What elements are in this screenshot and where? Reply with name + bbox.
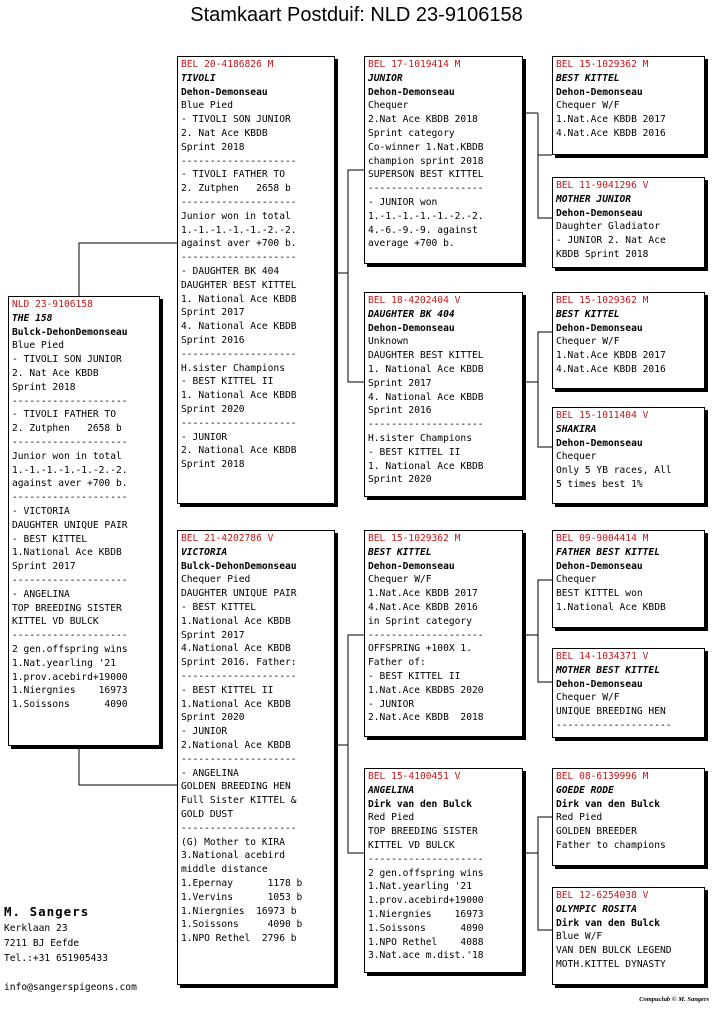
pigeon-card-ffm	[552, 177, 705, 268]
breeder-name: Dehon-Demonseau	[556, 437, 643, 449]
detail-line: - JUNIOR	[181, 431, 228, 443]
detail-line: Chequer W/F	[368, 574, 432, 586]
pigeon-details	[181, 99, 331, 472]
detail-line: 4.Nat.Ace KBDB 2016	[556, 127, 666, 139]
detail-line: --------------------	[181, 196, 297, 208]
detail-line: 4.Nat.Ace KBDB 2016	[556, 363, 666, 375]
detail-line: BEST KITTEL won	[556, 588, 643, 600]
detail-line: 1.prov.acebird+19000	[368, 895, 484, 907]
pigeon-name: THE 158	[12, 312, 53, 324]
detail-line: Sprint 2017	[12, 561, 76, 573]
detail-line: Full Sister KITTEL &	[181, 795, 297, 807]
detail-line: 2.Nat Ace KBDB 2018	[368, 114, 478, 126]
ring-number: BEL 14-1034371 V	[556, 651, 649, 662]
detail-line: - DAUGHTER BK 404	[181, 265, 280, 277]
ring-number: BEL 15-1029362 M	[556, 59, 649, 70]
detail-line: 2. Nat Ace KBDB	[12, 367, 99, 379]
detail-line: MOTH.KITTEL DYNASTY	[556, 958, 666, 970]
pigeon-name: BEST KITTEL	[556, 72, 620, 84]
detail-line: --------------------	[181, 822, 297, 834]
detail-line: - ANGELINA	[181, 767, 239, 779]
detail-line: --------------------	[12, 436, 128, 448]
breeder-name: Dirk van den Bulck	[556, 917, 660, 929]
detail-line: - BEST KITTEL II	[368, 670, 461, 682]
detail-line: 1.National Ace KBDB	[556, 601, 666, 613]
owner-street: Kerklaan 23	[4, 923, 68, 934]
breeder-name: Dirk van den Bulck	[556, 798, 660, 810]
pigeon-card-fff	[552, 56, 705, 155]
detail-line: 1.National Ace KBDB	[181, 698, 291, 710]
detail-line: --------------------	[12, 492, 128, 504]
pigeon-card-fm	[364, 292, 523, 497]
pigeon-name: MOTHER BEST KITTEL	[556, 664, 660, 676]
detail-line: Chequer	[368, 100, 409, 112]
detail-line: 3.Nat.ace m.dist.'18	[368, 950, 484, 962]
detail-line: --------------------	[12, 574, 128, 586]
detail-line: Sprint 2017	[181, 307, 245, 319]
pigeon-card-fmf	[552, 292, 705, 389]
detail-line: 1.-1.-1.-1.-1.-2.-2.	[181, 224, 297, 236]
detail-line: 1.Nat.Ace KBDB 2017	[556, 114, 666, 126]
detail-line: 1.Vervins 1053 b	[181, 891, 303, 903]
breeder-name: Dehon-Demonseau	[181, 86, 268, 98]
detail-line: average +700 b.	[368, 238, 455, 250]
pigeon-details	[556, 220, 701, 261]
pigeon-name: DAUGHTER BK 404	[368, 308, 455, 320]
detail-line: 1.Nat.yearling '21	[12, 657, 116, 669]
pigeon-details	[368, 811, 519, 963]
detail-line: GOLDEN BREEDING HEN	[181, 781, 291, 793]
detail-line: --------------------	[181, 753, 297, 765]
detail-line: DAUGHTER UNIQUE PAIR	[12, 519, 128, 531]
breeder-name: Dehon-Demonseau	[556, 560, 643, 572]
detail-line: against aver +700 b.	[12, 478, 128, 490]
pigeon-card-mf	[364, 530, 523, 737]
ring-number: BEL 08-6139996 M	[556, 771, 649, 782]
detail-line: against aver +700 b.	[181, 238, 297, 250]
detail-line: 2. National Ace KBDB	[181, 445, 297, 457]
pigeon-card-mother	[177, 530, 335, 985]
pigeon-card-mff	[552, 530, 705, 628]
detail-line: champion sprint 2018	[368, 155, 484, 167]
breeder-name: Dehon-Demonseau	[368, 560, 455, 572]
detail-line: Sprint category	[368, 127, 455, 139]
detail-line: 1. National Ace KBDB	[368, 363, 484, 375]
detail-line: Junior won in total	[12, 450, 122, 462]
ring-number: BEL 15-1029362 M	[556, 295, 649, 306]
pigeon-name: TIVOLI	[181, 72, 216, 84]
detail-line: Father to champions	[556, 839, 666, 851]
detail-line: TOP BREEDING SISTER	[12, 602, 122, 614]
pigeon-name: OLYMPIC ROSITA	[556, 903, 637, 915]
detail-line: Sprint 2020	[181, 712, 245, 724]
detail-line: KITTEL VD BULCK	[368, 839, 455, 851]
detail-line: 1.NPO Rethel 4088	[368, 936, 484, 948]
breeder-name: Dehon-Demonseau	[368, 86, 455, 98]
detail-line: Sprint 2020	[181, 403, 245, 415]
breeder-name: Dehon-Demonseau	[368, 322, 455, 334]
pigeon-card-fmm	[552, 407, 705, 504]
pigeon-card-mmm	[552, 887, 705, 985]
detail-line: Red Pied	[556, 812, 603, 824]
detail-line: 1.Soissons 4090	[12, 699, 128, 711]
detail-line: middle distance	[181, 864, 268, 876]
pigeon-name: VICTORIA	[181, 546, 228, 558]
detail-line: 1.NPO Rethel 2796 b	[181, 933, 297, 945]
owner-block	[4, 903, 108, 966]
detail-line: 1.Soissons 4090	[368, 922, 484, 934]
detail-line: --------------------	[556, 719, 672, 731]
owner-name: M. Sangers	[4, 904, 90, 919]
detail-line: DAUGHTER UNIQUE PAIR	[181, 588, 297, 600]
detail-line: KITTEL VD BULCK	[12, 616, 99, 628]
owner-phone: Tel.:+31 651905433	[4, 953, 108, 964]
breeder-name: Dehon-Demonseau	[556, 322, 643, 334]
detail-line: 2.National Ace KBDB	[181, 739, 291, 751]
detail-line: - BEST KITTEL II	[181, 376, 274, 388]
detail-line: --------------------	[12, 630, 128, 642]
detail-line: 2. Nat Ace KBDB	[181, 127, 268, 139]
detail-line: Only 5 YB races, All	[556, 465, 672, 477]
ring-number: NLD 23-9106158	[12, 299, 93, 310]
pigeon-name: GOEDE RODE	[556, 784, 614, 796]
pigeon-details	[556, 691, 701, 732]
detail-line: 1.Niergnies 16973	[368, 908, 484, 920]
detail-line: - BEST KITTEL	[181, 601, 257, 613]
pigeon-details	[368, 335, 519, 487]
detail-line: GOLD DUST	[181, 808, 233, 820]
detail-line: --------------------	[368, 183, 484, 195]
detail-line: 1. National Ace KBDB	[181, 293, 297, 305]
detail-line: 1.Nat.yearling '21	[368, 881, 472, 893]
detail-line: 4. National Ace KBDB	[181, 321, 297, 333]
detail-line: 1.National Ace KBDB	[12, 547, 122, 559]
detail-line: - JUNIOR won	[368, 196, 438, 208]
detail-line: 1.Soissons 4090 b	[181, 919, 303, 931]
pigeon-name: JUNIOR	[368, 72, 403, 84]
breeder-name: Dehon-Demonseau	[556, 207, 643, 219]
detail-line: --------------------	[368, 629, 484, 641]
detail-line: 4. National Ace KBDB	[368, 391, 484, 403]
detail-line: in Sprint category	[368, 615, 472, 627]
detail-line: Chequer	[556, 451, 597, 463]
detail-line: 1.-1.-1.-1.-1.-2.-2.	[12, 464, 128, 476]
pigeon-name: FATHER BEST KITTEL	[556, 546, 660, 558]
breeder-name: Dehon-Demonseau	[556, 678, 643, 690]
pigeon-details	[12, 339, 156, 712]
detail-line: DAUGHTER BEST KITTEL	[181, 279, 297, 291]
detail-line: 1. National Ace KBDB	[368, 460, 484, 472]
detail-line: --------------------	[181, 348, 297, 360]
detail-line: 2. Zutphen 2658 b	[12, 423, 122, 435]
detail-line: 2. Zutphen 2658 b	[181, 183, 291, 195]
ring-number: BEL 15-4100451 V	[368, 771, 461, 782]
ring-number: BEL 18-4202404 V	[368, 295, 461, 306]
detail-line: Sprint 2016. Father:	[181, 657, 297, 669]
pigeon-card-mmf	[552, 768, 705, 866]
pigeon-details	[181, 573, 331, 946]
detail-line: --------------------	[181, 252, 297, 264]
detail-line: 1.-1.-1.-1.-1.-2.-2.	[368, 210, 484, 222]
detail-line: DAUGHTER BEST KITTEL	[368, 350, 484, 362]
footer-credit: Compuclub © M. Sangers	[639, 996, 709, 1003]
detail-line: Unknown	[368, 336, 409, 348]
ring-number: BEL 20-4186826 M	[181, 59, 274, 70]
detail-line: GOLDEN BREEDER	[556, 826, 637, 838]
detail-line: - BEST KITTEL	[12, 533, 88, 545]
detail-line: UNIQUE BREEDING HEN	[556, 706, 666, 718]
detail-line: KBDB Sprint 2018	[556, 248, 649, 260]
detail-line: 2 gen.offspring wins	[368, 867, 484, 879]
ring-number: BEL 12-6254038 V	[556, 890, 649, 901]
detail-line: - TIVOLI FATHER TO	[181, 169, 285, 181]
detail-line: Sprint 2018	[181, 141, 245, 153]
detail-line: Sprint 2020	[368, 474, 432, 486]
detail-line: Father of:	[368, 657, 426, 669]
detail-line: 4.Nat.Ace KBDB 2016	[368, 601, 478, 613]
detail-line: - VICTORIA	[12, 505, 70, 517]
detail-line: - JUNIOR 2. Nat Ace	[556, 235, 666, 247]
detail-line: - ANGELINA	[12, 588, 70, 600]
detail-line: --------------------	[181, 155, 297, 167]
detail-line: Co-winner 1.Nat.KBDB	[368, 141, 484, 153]
detail-line: Sprint 2017	[368, 377, 432, 389]
detail-line: 2 gen.offspring wins	[12, 643, 128, 655]
detail-line: --------------------	[12, 395, 128, 407]
pigeon-details	[368, 99, 519, 251]
detail-line: - BEST KITTEL II	[368, 446, 461, 458]
detail-line: Junior won in total	[181, 210, 291, 222]
detail-line: 1.Niergnies 16973	[12, 685, 128, 697]
detail-line: - TIVOLI SON JUNIOR	[12, 354, 122, 366]
pigeon-details	[556, 930, 701, 971]
pigeon-name: MOTHER JUNIOR	[556, 193, 632, 205]
detail-line: 1. National Ace KBDB	[181, 390, 297, 402]
detail-line: 5 times best 1%	[556, 478, 643, 490]
detail-line: 3.National acebird	[181, 850, 285, 862]
pigeon-details	[368, 573, 519, 725]
ring-number: BEL 09-9004414 M	[556, 533, 649, 544]
pigeon-card-ff	[364, 56, 523, 264]
detail-line: 4.-6.-9.-9. against	[368, 224, 478, 236]
detail-line: Daughter Gladiator	[556, 221, 660, 233]
detail-line: OFFSPRING +100X 1.	[368, 643, 472, 655]
ring-number: BEL 15-1011404 V	[556, 410, 649, 421]
detail-line: 4.National Ace KBDB	[181, 643, 291, 655]
detail-line: 1.Nat.Ace KBDBS 2020	[368, 684, 484, 696]
pigeon-name: BEST KITTEL	[368, 546, 432, 558]
pigeon-name: SHAKIRA	[556, 423, 597, 435]
detail-line: 1.Niergnies 16973 b	[181, 905, 297, 917]
pigeon-card-mm	[364, 768, 523, 973]
detail-line: 1.Nat.Ace KBDB 2017	[368, 588, 478, 600]
breeder-name: Dirk van den Bulck	[368, 798, 472, 810]
page-title: Stamkaart Postduif: NLD 23-9106158	[190, 4, 523, 26]
pigeon-name: BEST KITTEL	[556, 308, 620, 320]
detail-line: Chequer	[556, 574, 597, 586]
detail-line: --------------------	[368, 853, 484, 865]
detail-line: 1.National Ace KBDB	[181, 615, 291, 627]
detail-line: Sprint 2018	[181, 459, 245, 471]
ring-number: BEL 21-4202786 V	[181, 533, 274, 544]
detail-line: Blue W/F	[556, 931, 603, 943]
breeder-name: Bulck-DehonDemonseau	[181, 560, 297, 572]
detail-line: - JUNIOR	[368, 698, 415, 710]
detail-line: Chequer W/F	[556, 692, 620, 704]
detail-line: - JUNIOR	[181, 726, 228, 738]
pigeon-details	[556, 573, 701, 614]
detail-line: - TIVOLI SON JUNIOR	[181, 114, 291, 126]
breeder-name: Dehon-Demonseau	[556, 86, 643, 98]
pigeon-card-subject	[8, 296, 160, 746]
breeder-name: Bulck-DehonDemonseau	[12, 326, 128, 338]
detail-line: --------------------	[181, 417, 297, 429]
pigeon-name: ANGELINA	[368, 784, 415, 796]
detail-line: --------------------	[368, 419, 484, 431]
detail-line: Chequer Pied	[181, 574, 251, 586]
detail-line: Sprint 2017	[181, 629, 245, 641]
pigeon-details	[556, 450, 701, 491]
detail-line: - TIVOLI FATHER TO	[12, 409, 116, 421]
ring-number: BEL 17-1019414 M	[368, 59, 461, 70]
detail-line: 1.Nat.Ace KBDB 2017	[556, 350, 666, 362]
detail-line: Blue Pied	[181, 100, 233, 112]
detail-line: VAN DEN BULCK LEGEND	[556, 945, 672, 957]
detail-line: (G) Mother to KIRA	[181, 836, 285, 848]
pigeon-card-mfm	[552, 648, 705, 738]
detail-line: H.sister Champions	[368, 432, 472, 444]
ring-number: BEL 11-9041296 V	[556, 180, 649, 191]
pigeon-details	[556, 99, 701, 140]
detail-line: Blue Pied	[12, 340, 64, 352]
owner-city: 7211 BJ Eefde	[4, 938, 80, 949]
detail-line: 1.prov.acebird+19000	[12, 671, 128, 683]
detail-line: Sprint 2016	[368, 405, 432, 417]
detail-line: Red Pied	[368, 812, 415, 824]
detail-line: 2.Nat.Ace KBDB 2018	[368, 712, 484, 724]
ring-number: BEL 15-1029362 M	[368, 533, 461, 544]
detail-line: 1.Epernay 1178 b	[181, 877, 303, 889]
detail-line: TOP BREEDING SISTER	[368, 826, 478, 838]
detail-line: Sprint 2016	[181, 334, 245, 346]
detail-line: SUPERSON BEST KITTEL	[368, 169, 484, 181]
detail-line: Chequer W/F	[556, 336, 620, 348]
detail-line: Chequer W/F	[556, 100, 620, 112]
pigeon-details	[556, 335, 701, 376]
pigeon-card-father	[177, 56, 335, 504]
detail-line: - BEST KITTEL II	[181, 684, 274, 696]
detail-line: --------------------	[181, 670, 297, 682]
detail-line: H.sister Champions	[181, 362, 285, 374]
detail-line: Sprint 2018	[12, 381, 76, 393]
owner-email[interactable]: info@sangerspigeons.com	[4, 982, 137, 993]
pigeon-details	[556, 811, 701, 852]
